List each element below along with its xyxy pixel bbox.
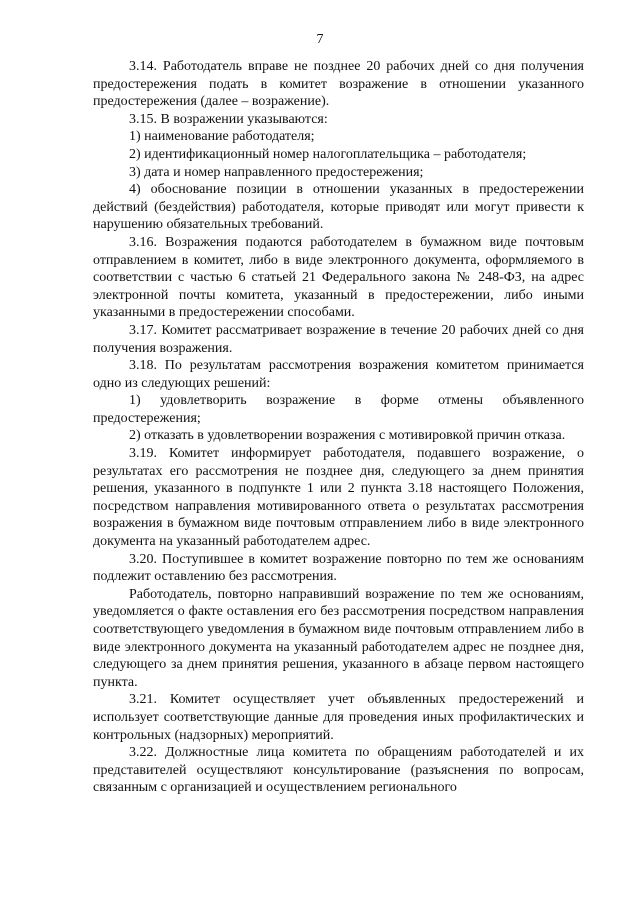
document-body bbox=[93, 58, 584, 797]
paragraph-3-20: 3.20. Поступившее в комитет возражение повторно по тем же основаниям подлежит оставлению без рассмотрения. bbox=[93, 551, 584, 585]
paragraph-3-14: 3.14. Работодатель вправе не позднее 20 рабочих дней со дня получения предостережения подать в комитет возражение в отношении указанного предостережения (далее – возражение). bbox=[93, 59, 584, 110]
list-item-3-18-1: 1) удовлетворить возражение в форме отмены объявленного предостережения; bbox=[93, 393, 584, 426]
paragraph-3-19: 3.19. Комитет информирует работодателя, подавшего возражение, о результатах его рассмотрения не позднее дня, следующего за днем принятия решения, указанного в подпункте 1 или 2 пункта 3.18 настоящего Положения, посредством направления мотивированного ответа о результатах рассмотрения возражения в бумажном виде почтовым отправлением либо в виде электронного документа на указанный работодателем адрес. bbox=[93, 446, 584, 550]
paragraph-3-15: 3.15. В возражении указываются: bbox=[129, 111, 328, 127]
list-item-3-15-1: 1) наименование работодателя; bbox=[129, 129, 315, 145]
paragraph-3-18: 3.18. По результатам рассмотрения возражения комитетом принимается одно из следующих решений: bbox=[93, 358, 584, 391]
list-item-3-15-4: 4) обоснование позиции в отношении указанных в предостережении действий (бездействия) работодателя, которые приводят или могут привести к нарушению обязательных требований. bbox=[93, 182, 584, 233]
paragraph-3-17: 3.17. Комитет рассматривает возражение в течение 20 рабочих дней со дня получения возражения. bbox=[93, 322, 584, 356]
paragraph-3-16: 3.16. Возражения подаются работодателем в бумажном виде почтовым отправлением в комитет, либо в виде электронного документа, оформляемого в соответствии с частью 6 статьей 21 Федерального закона № 248-ФЗ, на адрес электронной почты комитета, указанный в предостережении, либо иными указанными в предостережении способами. bbox=[93, 234, 584, 321]
list-item-3-15-3: 3) дата и номер направленного предостережения; bbox=[129, 164, 424, 180]
page-number: 7 bbox=[316, 32, 324, 47]
paragraph-3-21: 3.21. Комитет осуществляет учет объявленных предостережений и использует соответствующие данные для проведения иных профилактических и контрольных (надзорных) мероприятий. bbox=[93, 692, 584, 743]
list-item-3-15-2: 2) идентификационный номер налогоплательщика – работодателя; bbox=[129, 146, 527, 162]
paragraph-3-22: 3.22. Должностные лица комитета по обращениям работодателей и их представителей осуществляют консультирование (разъяснения по вопросам, связанным с организацией и осуществлением регионального bbox=[93, 745, 584, 796]
paragraph-3-20-second: Работодатель, повторно направивший возражение по тем же основаниям, уведомляется о факте оставления его без рассмотрения посредством направления соответствующего уведомления в бумажном виде почтовым отправлением либо в виде электронного документа на указанный работодателем адрес не позднее дня, следующего за днем принятия решения, указанного в абзаце первом настоящего пункта. bbox=[93, 586, 584, 690]
list-item-3-18-2: 2) отказать в удовлетворении возражения с мотивировкой причин отказа. bbox=[129, 428, 566, 444]
